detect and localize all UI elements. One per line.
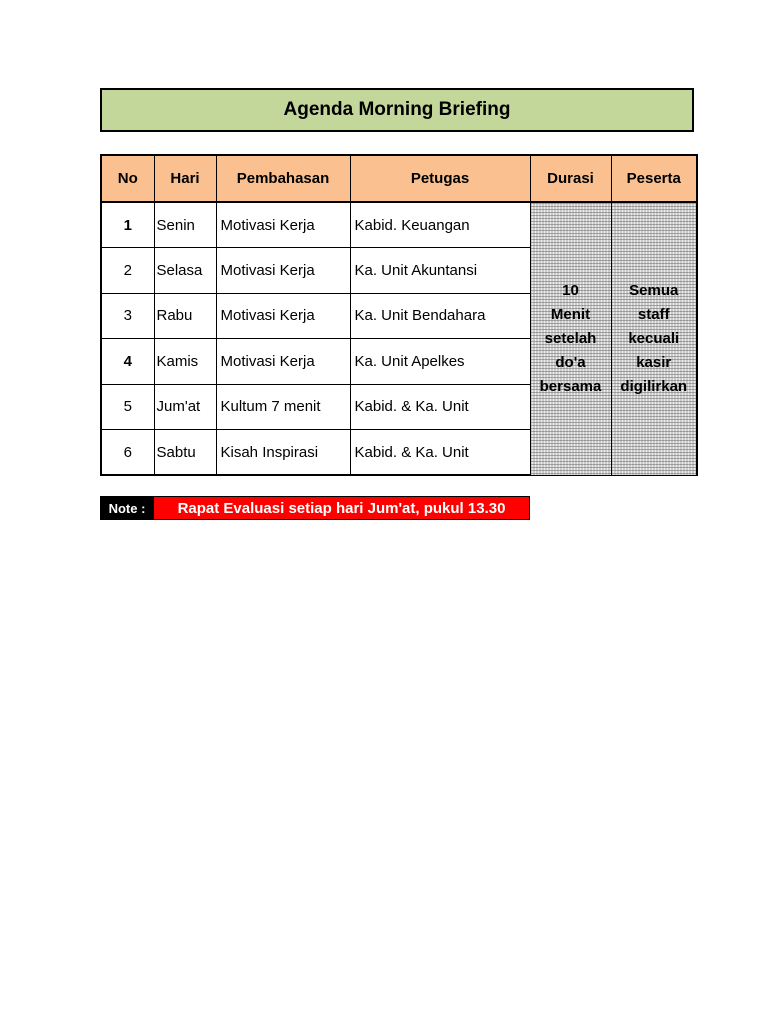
- cell-hari: Selasa: [154, 248, 216, 294]
- durasi-line: do'a: [555, 353, 586, 371]
- header-hari: Hari: [154, 155, 216, 202]
- cell-petugas: Kabid. & Ka. Unit: [350, 384, 530, 430]
- cell-petugas: Ka. Unit Apelkes: [350, 339, 530, 385]
- cell-hari: Jum'at: [154, 384, 216, 430]
- peserta-line: kasir: [636, 353, 672, 371]
- cell-hari: Senin: [154, 202, 216, 248]
- cell-no: 3: [101, 293, 154, 339]
- cell-pembahasan: Kisah Inspirasi: [216, 430, 350, 476]
- note-label: Note :: [100, 496, 154, 520]
- cell-pembahasan: Motivasi Kerja: [216, 248, 350, 294]
- header-petugas: Petugas: [350, 155, 530, 202]
- cell-no: 5: [101, 384, 154, 430]
- cell-hari: Rabu: [154, 293, 216, 339]
- header-peserta: Peserta: [611, 155, 697, 202]
- cell-no: 4: [101, 339, 154, 385]
- peserta-line: Semua: [629, 281, 679, 299]
- durasi-line: 10: [562, 281, 579, 299]
- cell-pembahasan: Kultum 7 menit: [216, 384, 350, 430]
- header-no: No: [101, 155, 154, 202]
- header-pembahasan: Pembahasan: [216, 155, 350, 202]
- note-text: Rapat Evaluasi setiap hari Jum'at, pukul 13.30: [154, 496, 530, 520]
- cell-petugas: Ka. Unit Bendahara: [350, 293, 530, 339]
- agenda-table: [100, 154, 698, 476]
- cell-hari: Sabtu: [154, 430, 216, 476]
- cell-petugas: Ka. Unit Akuntansi: [350, 248, 530, 294]
- cell-peserta: [611, 202, 697, 475]
- cell-durasi: [530, 202, 611, 475]
- table-row: [101, 202, 697, 248]
- peserta-line: digilirkan: [620, 377, 688, 395]
- durasi-line: setelah: [544, 329, 597, 347]
- cell-no: 1: [101, 202, 154, 248]
- cell-pembahasan: Motivasi Kerja: [216, 293, 350, 339]
- page-title-text: Agenda Morning Briefing: [283, 99, 511, 120]
- cell-pembahasan: Motivasi Kerja: [216, 339, 350, 385]
- header-durasi: Durasi: [530, 155, 611, 202]
- peserta-line: kecuali: [628, 329, 680, 347]
- page-title: [100, 88, 694, 132]
- cell-petugas: Kabid. & Ka. Unit: [350, 430, 530, 476]
- peserta-line: staff: [637, 305, 670, 323]
- durasi-line: bersama: [539, 377, 602, 395]
- cell-no: 2: [101, 248, 154, 294]
- cell-no: 6: [101, 430, 154, 476]
- cell-hari: Kamis: [154, 339, 216, 385]
- cell-petugas: Kabid. Keuangan: [350, 202, 530, 248]
- table-header-row: [101, 155, 697, 202]
- durasi-line: Menit: [550, 305, 591, 323]
- cell-pembahasan: Motivasi Kerja: [216, 202, 350, 248]
